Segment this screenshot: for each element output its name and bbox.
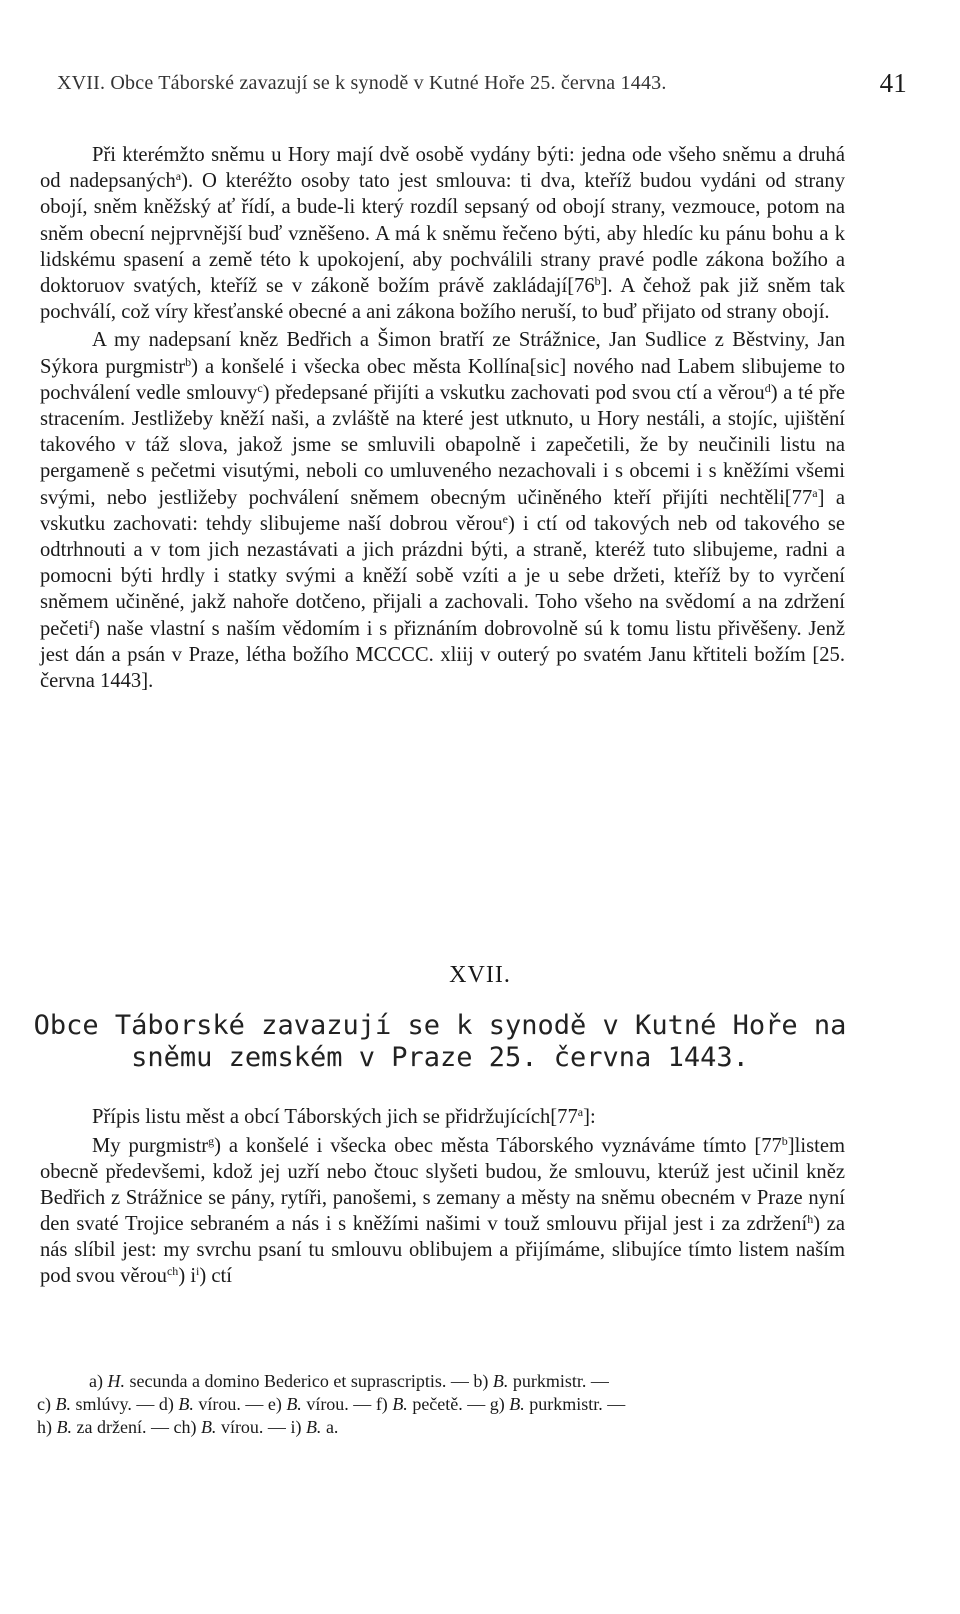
running-header (57, 68, 907, 102)
text-run: ) a konšelé i všecka obec města Táborského vyznáváme tímto [77 (214, 1135, 782, 1157)
footnote-mark: f) (375, 1394, 388, 1414)
footnote-text: vírou. — (198, 1394, 264, 1414)
footnote-mark: h) (37, 1417, 52, 1437)
footnote-mark: i) (290, 1417, 302, 1437)
footnote-ref: h (807, 1212, 814, 1226)
footnote-text: secunda a domino Bederico et suprascriptis. — (129, 1371, 469, 1391)
title-line: Obce Táborské zavazují se k synodě v Kutné Hoře na (33, 1010, 847, 1041)
footnote-text: vírou. — (220, 1417, 286, 1437)
footnote-source: B. (286, 1394, 302, 1414)
footnote-ref: ch (166, 1264, 179, 1278)
document-title (30, 1010, 850, 1074)
footnote-source: H. (107, 1371, 125, 1391)
footnote-ref: c (257, 380, 263, 395)
paragraph (40, 1133, 845, 1289)
footnote-ref: g (208, 1134, 215, 1148)
footnote-text: vírou. — (306, 1394, 372, 1414)
text-run: ) za nás slíbil jest: my svrchu psaní tu smlouvu oblibujem a přijímáme, slibujíce tímto listem naším pod svou věrou (40, 1213, 845, 1287)
footnote-ref: d (764, 380, 771, 395)
footnote-source: B. (492, 1371, 509, 1391)
footnote-mark: a) (89, 1371, 103, 1391)
text-run: ) i (178, 1265, 197, 1287)
footnote-mark: b) (473, 1371, 489, 1391)
text-run: A my nadepsaní kněz Bedřich a Šimon bratří ze Strážnice, Jan Sudlice z Běstviny, Jan Sýkora purgmistr (40, 329, 845, 378)
paragraph (40, 327, 845, 694)
footnote-text: purkmistr. — (529, 1394, 626, 1414)
footnote-source: B. (509, 1394, 525, 1414)
folio-ref: a (577, 1105, 584, 1119)
footnotes (37, 1370, 837, 1439)
footnote-source: B. (55, 1394, 71, 1414)
text-run: Přípis listu měst a obcí Táborských jich se přidržujících[77 (92, 1106, 578, 1128)
text-run: ) a konšelé i všecka obec města Kollína[sic] nového nad Labem slibujeme to pochválení vedle smlouvy (40, 355, 846, 404)
main-text (40, 142, 845, 694)
title-line: sněmu zemském v Praze 25. června 1443. (131, 1042, 749, 1073)
text-run: ). O kteréžto osoby tato jest smlouva: ti dva, kteříž budou vydáni od strany obojí, sněm kněžský ať řídí, a bude-li který rozdíl sepsaný od obojí strany, vezmouce, potom na sněm obecní nejprvnější buď vzněšeno. A má k sněmu řečeno býti, aby hledíc ku pánu bohu a k lidskému spasení a země této k upokojení, aby pochválili strany pravé podle zákona božího a doktoruov svatých, kteříž se v zákoně božím právě zakládají[76 (40, 170, 845, 298)
footnote-text: purkmistr. — (512, 1371, 609, 1391)
footnote-mark: ch) (173, 1417, 197, 1437)
document-text (40, 1133, 845, 1289)
document-number: XVII. (449, 962, 511, 988)
text-run: ) i ctí od takových neb od takového se odtrhnouti a v tom jich nezastávati a jich prázdni býti, a straně, kteréž tuto slibujeme, radni a pomocni býti hrdly i statky svými a kněží sobě vzíti a je u sebe držeti, kteříž by to vyrčení sněmem učiněné, jakž nahoře dotčeno, přijali a zachovali. Toho všeho na svědomí a na zdržení pečeti (40, 512, 845, 640)
text-run: ]listem obecně předevšemi, kdož jej uzří nebo čtouc slyšeti budou, že smlouvu, kterúž jest učinil kněz Bedřich z Strážnice se pány, rytíři, panošemi, s zemany a městy na sněmu obecném v Praze nyní den svaté Trojice sebraném a nás i s kněžími našimi v touž smlouvu přijal jest i za zdržení (40, 1135, 845, 1235)
footnote-ref: a (175, 169, 182, 184)
paragraph (40, 142, 845, 325)
footnote-source: B. (178, 1394, 194, 1414)
footnote-line (37, 1416, 837, 1439)
footnote-line (37, 1393, 837, 1416)
text-run: ]: (583, 1106, 596, 1128)
footnote-ref: f (89, 616, 94, 631)
folio-ref: a (812, 485, 818, 500)
text-run: ]. A čehož pak již sněm tak pochválí, což víry křesťanské obecné a ani zákona božího neruší, to buď přijato od strany obojí. (40, 275, 845, 324)
text-run: ) naše vlastní s naším vědomím i s přiznáním dobrovolně sú k tomu listu přivěšeny. Jenž jest dán a psán v Praze, létha božího MCCCC. xliij v outerý po svatém Janu křtiteli božím [25. června 1443]. (40, 617, 845, 693)
footnote-source: B. (200, 1417, 217, 1437)
footnote-ref: e (502, 511, 508, 526)
footnote-mark: g) (489, 1394, 505, 1414)
footnote-source: B. (305, 1417, 322, 1437)
footnote-line (37, 1370, 837, 1393)
footnote-mark: e) (267, 1394, 282, 1414)
footnote-mark: d) (158, 1394, 174, 1414)
footnote-text: smlúvy. — (75, 1394, 155, 1414)
text-run: ) předepsané přijíti a vskutku zachovati pod svou ctí a věrou (262, 381, 765, 404)
text-run: ) ctí (199, 1265, 232, 1287)
footnote-source: B. (392, 1394, 408, 1414)
document-preamble (40, 1104, 845, 1130)
folio-ref: b (781, 1134, 788, 1148)
footnote-text: pečetě. — (412, 1394, 486, 1414)
footnote-ref: b (185, 354, 192, 369)
footnote-text: za držení. — (76, 1417, 169, 1437)
text-run: ) a té pře stracením. Jestližeby kněží naši, a zvláště na které jest utknuto, u Hory nestáli, a stojíc, ujištění takového v táž slova, jakož jsme se smluvili obapolně i zapečetili, že by neučinili listu na pergameně s pečetmi visutými, neboli co umluveného nezachovali i s obcemi i s kněžími všemi svými, nebo jestližeby pochválení sněmem obecným učiněného kteří přijíti nechtěli[77 (40, 381, 845, 509)
text-run: My purgmistr (92, 1135, 209, 1157)
footnote-source: B. (56, 1417, 72, 1437)
text-run: ] a vskutku zachovati: tehdy slibujeme naší dobrou věrou (40, 486, 845, 535)
folio-ref: b (594, 274, 601, 289)
page-number: 41 (879, 68, 907, 98)
running-title: XVII. Obce Táborské zavazují se k synodě v Kutné Hoře 25. června 1443. (57, 72, 667, 94)
footnote-mark: c) (37, 1394, 51, 1414)
footnote-text: a. (325, 1417, 339, 1437)
footnote-ref: i (196, 1264, 200, 1278)
text-run: Při kterémžto sněmu u Hory mají dvě osobě vydány býti: jedna ode všeho sněmu a druhá od nadepsaných (40, 144, 845, 193)
